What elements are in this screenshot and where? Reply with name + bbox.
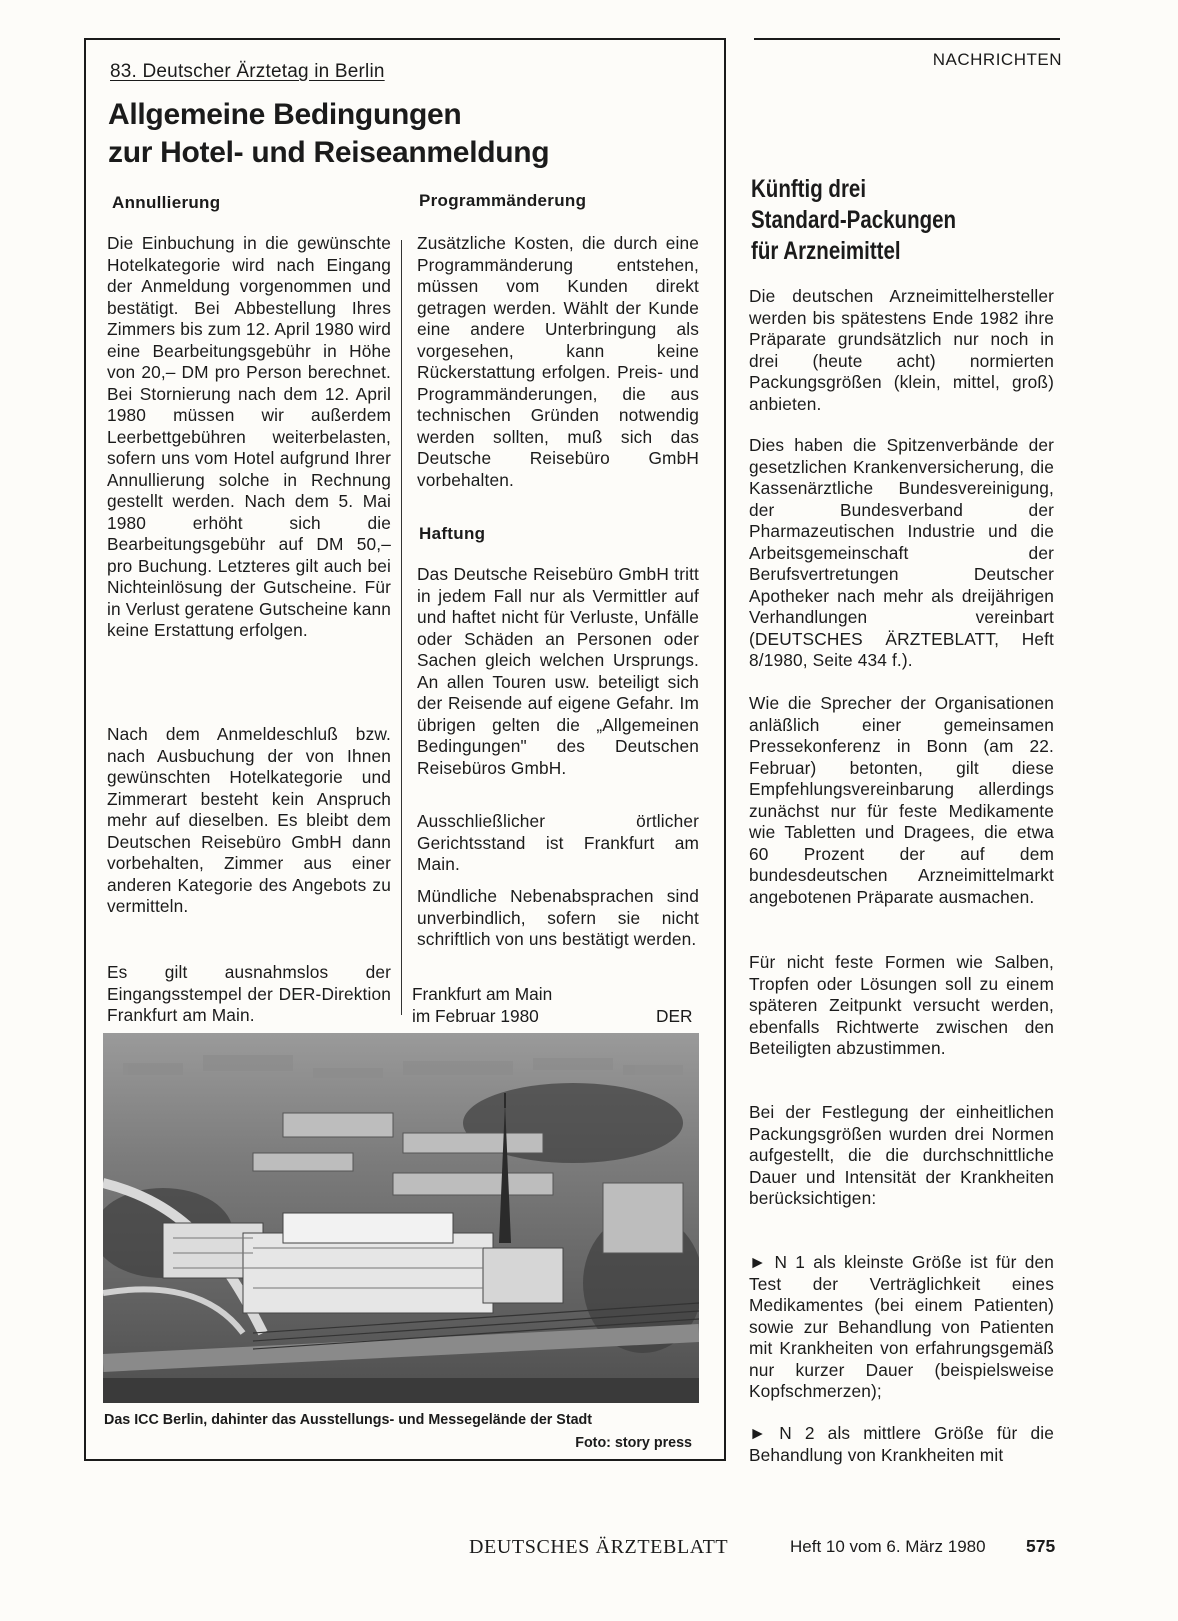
article-kicker: 83. Deutscher Ärztetag in Berlin xyxy=(110,61,385,82)
news-headline-line-2: Standard-Packungen xyxy=(751,206,957,234)
news-headline xyxy=(751,174,997,267)
annullierung-paragraph-2: Nach dem Anmeldeschluß bzw. nach Ausbuchung der von Ihnen gewünschten Hotelkategorie und Zimmerart besteht kein Anspruch mehr auf dieselben. Es bleibt dem Deutschen Reisebüro GmbH dann vorbehalten, Zimmer aus einer anderen Kategorie des Angebots zu vermitteln. xyxy=(107,724,391,916)
heading-programmaenderung: Programmänderung xyxy=(419,191,587,210)
news-paragraph-1: Die deutschen Arzneimittelhersteller werden bis spätestens Ende 1982 ihre Präparate grundsätzlich nur noch in drei (heute acht) normierten Packungsgrößen (klein, mittel, groß) anbieten. xyxy=(749,286,1054,414)
headline-line-1: Allgemeine Bedingungen xyxy=(108,98,462,131)
haftung-paragraph-1: Das Deutsche Reisebüro GmbH tritt in jedem Fall nur als Vermittler auf und haftet nicht für Verluste, Unfälle oder Schäden an Personen oder Sachen gleich welchen Ursprungs. An allen Touren usw. beteiligt sich der Reisende auf eigene Gefahr. Im übrigen gelten die „Allgemeinen Bedingungen" des Deutschen Reisebüros GmbH. xyxy=(417,564,699,778)
headline-line-2: zur Hotel- und Reiseanmeldung xyxy=(108,136,550,169)
annullierung-paragraph-3: Es gilt ausnahmslos der Eingangsstempel der DER-Direktion Frankfurt am Main. xyxy=(107,962,391,1025)
news-bullet-n2: ► N 2 als mittlere Größe für die Behandlung von Krankheiten mit xyxy=(749,1423,1054,1465)
column-divider xyxy=(401,240,402,1015)
signature-org: DER xyxy=(656,1006,693,1026)
news-paragraph-4: Für nicht feste Formen wie Salben, Tropfen oder Lösungen soll zu einem späteren Zeitpunkt versucht werden, ebenfalls Richtwerte zwischen den Beteiligten abzustimmen. xyxy=(749,952,1054,1058)
article-headline xyxy=(108,96,708,172)
heading-haftung: Haftung xyxy=(419,524,486,543)
news-paragraph-5: Bei der Festlegung der einheitlichen Packungsgrößen wurden drei Normen aufgestellt, die die durchschnittliche Dauer und Intensität der Krankheiten berücksichtigen: xyxy=(749,1102,1054,1208)
section-top-rule xyxy=(754,38,1060,40)
signature-place: Frankfurt am Main xyxy=(412,984,553,1004)
signature-place-date xyxy=(412,984,552,1027)
programmaenderung-paragraph: Zusätzliche Kosten, die durch eine Programmänderung entstehen, müssen vom Kunden direkt getragen werden. Wählt der Kunde eine andere Unterbringung als vorgesehen, kann keine Rückerstattung erfolgen. Preis- und Programmänderungen, die aus technischen Gründen notwendig werden sollten, muß sich das Deutsche Reisebüro GmbH vorbehalten. xyxy=(417,233,699,490)
footer-issue: Heft 10 vom 6. März 1980 xyxy=(790,1537,986,1556)
icc-berlin-photo xyxy=(103,1033,699,1403)
footer-journal-name: DEUTSCHES ÄRZTEBLATT xyxy=(469,1536,729,1558)
news-bullet-n1: ► N 1 als kleinste Größe ist für den Test der Verträglichkeit eines Medikamentes (bei einem Patienten) sowie zur Behandlung von Patienten mit Krankheiten von erfahrungsgemäß nur kurzer Dauer (beispielsweise Kopfschmerzen); xyxy=(749,1252,1054,1401)
haftung-paragraph-3: Mündliche Nebenabsprachen sind unverbindlich, sofern sie nicht schriftlich von uns bestätigt werden. xyxy=(417,886,699,949)
aerial-photo-illustration xyxy=(103,1033,699,1403)
news-headline-line-3: für Arzneimittel xyxy=(751,237,901,265)
heading-annullierung: Annullierung xyxy=(112,193,221,212)
photo-caption: Das ICC Berlin, dahinter das Ausstellungs- und Messegelände der Stadt xyxy=(104,1412,593,1428)
news-headline-line-1: Künftig drei xyxy=(751,175,867,203)
section-label: NACHRICHTEN xyxy=(932,50,1062,69)
signature-date: im Februar 1980 xyxy=(412,1005,539,1026)
photo-credit: Foto: story press xyxy=(575,1435,692,1451)
footer-page-number: 575 xyxy=(1026,1536,1056,1556)
news-paragraph-3: Wie die Sprecher der Organisationen anläßlich einer gemeinsamen Pressekonferenz in Bonn (am 22. Februar) betonten, gilt diese Empfehlungsvereinbarung allerdings zunächst nur für feste Medikamente wie Tabletten und Dragees, die etwa 60 Prozent der auf dem bundesdeutschen Arzneimittelmarkt angebotenen Präparate ausmachen. xyxy=(749,693,1054,907)
haftung-paragraph-2: Ausschließlicher örtlicher Gerichtsstand ist Frankfurt am Main. xyxy=(417,811,699,874)
annullierung-paragraph-1: Die Einbuchung in die gewünschte Hotelkategorie wird nach Eingang der Anmeldung vorgenommen und bestätigt. Bei Abbestellung Ihres Zimmers bis zum 12. April 1980 wird eine Bearbeitungsgebühr in Höhe von 20,– DM pro Person berechnet. Bei Stornierung nach dem 12. April 1980 müssen wir außerdem Leerbettgebühren weiterbelasten, sofern uns vom Hotel aufgrund Ihrer Annullierung solche in Rechnung gestellt werden. Nach dem 5. Mai 1980 erhöht sich die Bearbeitungsgebühr auf DM 50,– pro Buchung. Letzteres gilt auch bei Nichteinlösung der Gutscheine. Für in Verlust geratene Gutscheine kann keine Erstattung erfolgen. xyxy=(107,233,391,640)
news-paragraph-2: Dies haben die Spitzenverbände der gesetzlichen Krankenversicherung, die Kassenärztliche Bundesvereinigung, der Bundesverband der Pharmazeutischen Industrie und die Arbeitsgemeinschaft der Berufsvertretungen Deutscher Apotheker nach mehr als dreijährigen Verhandlungen vereinbart (DEUTSCHES ÄRZTEBLATT, Heft 8/1980, Seite 434 f.). xyxy=(749,435,1054,670)
